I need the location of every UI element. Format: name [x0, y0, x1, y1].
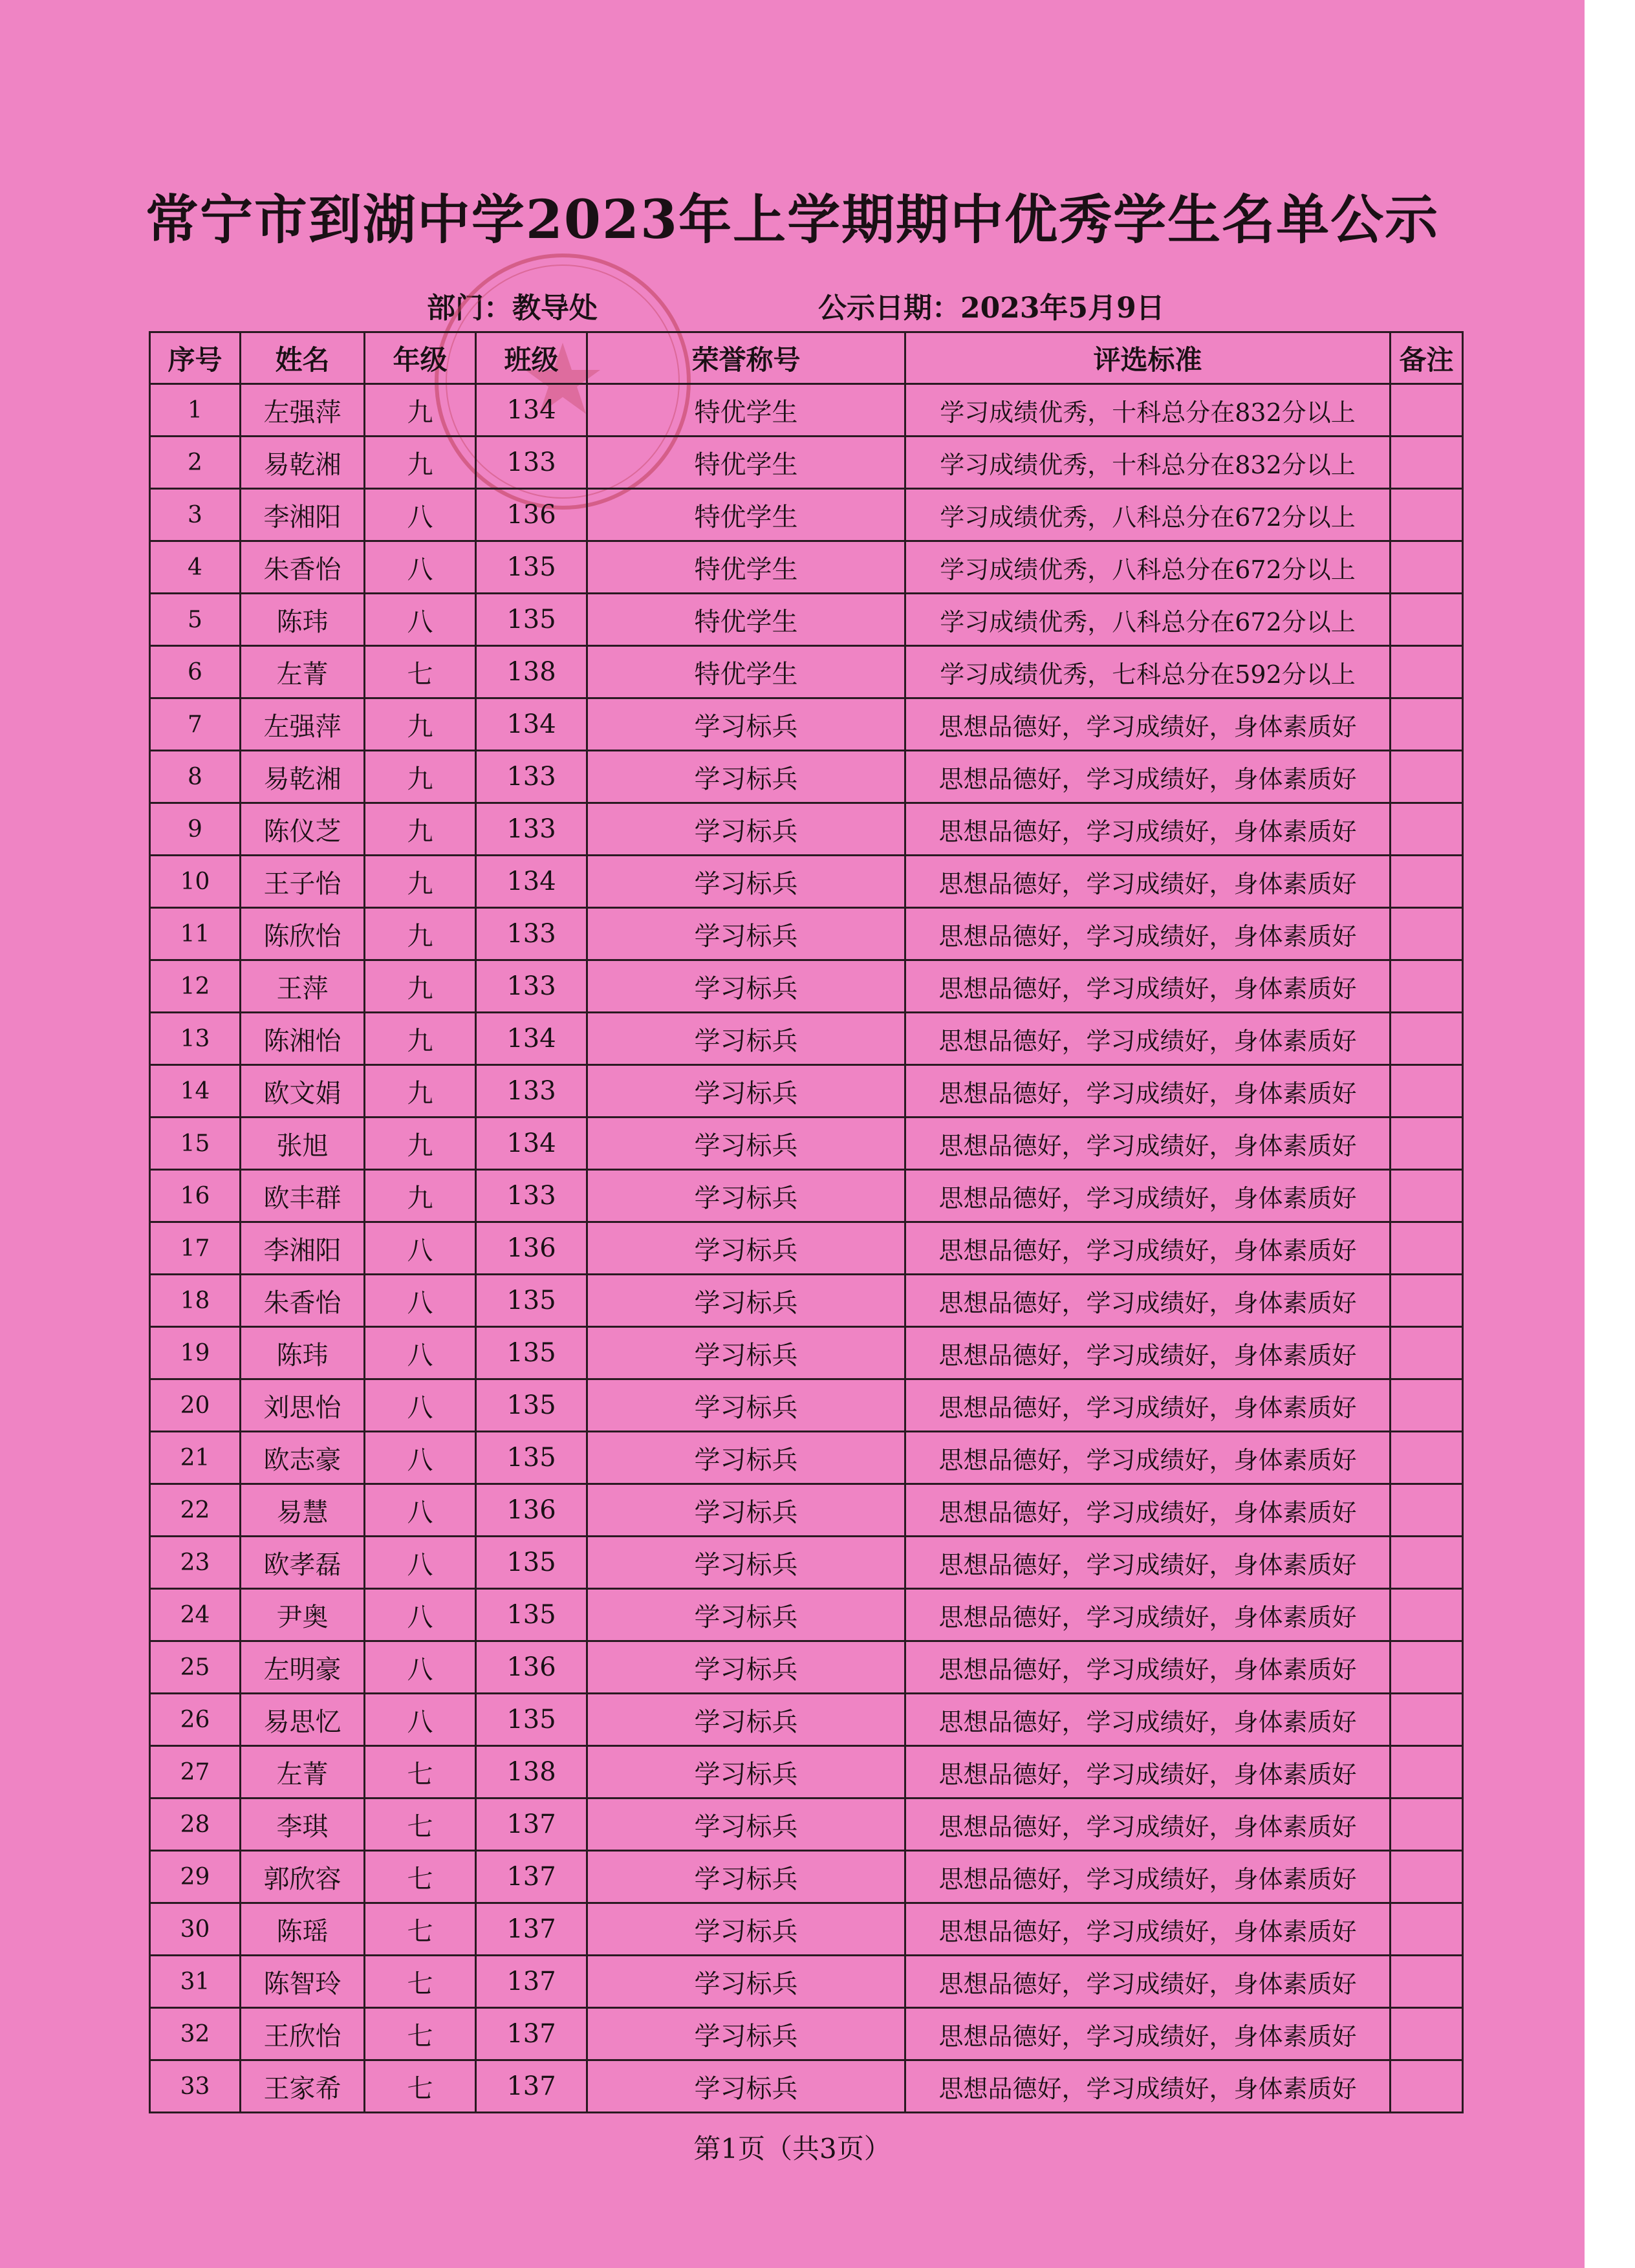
cell-name: 左强萍	[241, 384, 365, 437]
cell-grade: 八	[365, 1379, 476, 1432]
cell-class: 135	[476, 1537, 587, 1589]
cell-crit: 思想品德好，学习成绩好，身体素质好	[905, 1432, 1391, 1484]
meta-line	[0, 285, 1585, 323]
cell-name: 王萍	[241, 960, 365, 1013]
cell-name: 张旭	[241, 1118, 365, 1170]
cell-note	[1391, 541, 1463, 594]
column-header-crit: 评选标准	[905, 332, 1391, 384]
cell-note	[1391, 1275, 1463, 1327]
cell-grade: 八	[365, 1432, 476, 1484]
cell-crit: 思想品德好，学习成绩好，身体素质好	[905, 1537, 1391, 1589]
cell-crit: 思想品德好，学习成绩好，身体素质好	[905, 1694, 1391, 1746]
cell-name: 朱香怡	[241, 1275, 365, 1327]
table-row	[150, 1851, 1463, 1903]
cell-name: 左强萍	[241, 698, 365, 751]
cell-crit: 思想品德好，学习成绩好，身体素质好	[905, 2060, 1391, 2113]
cell-honor: 特优学生	[587, 489, 905, 541]
cell-name: 欧孝磊	[241, 1537, 365, 1589]
cell-note	[1391, 1013, 1463, 1065]
cell-name: 陈瑶	[241, 1903, 365, 1956]
cell-name: 易乾湘	[241, 751, 365, 803]
cell-honor: 学习标兵	[587, 1694, 905, 1746]
cell-class: 136	[476, 1641, 587, 1694]
publish-date: 公示日期：2023年5月9日	[818, 292, 1165, 325]
cell-name: 陈仪芝	[241, 803, 365, 856]
table-row	[150, 1118, 1463, 1170]
cell-seq: 14	[150, 1065, 241, 1118]
cell-seq: 9	[150, 803, 241, 856]
cell-crit: 思想品德好，学习成绩好，身体素质好	[905, 1798, 1391, 1851]
cell-note	[1391, 960, 1463, 1013]
cell-seq: 30	[150, 1903, 241, 1956]
cell-seq: 33	[150, 2060, 241, 2113]
cell-name: 易慧	[241, 1484, 365, 1537]
table-row	[150, 1275, 1463, 1327]
cell-crit: 学习成绩优秀，八科总分在672分以上	[905, 541, 1391, 594]
cell-honor: 学习标兵	[587, 960, 905, 1013]
cell-grade: 九	[365, 908, 476, 960]
cell-note	[1391, 803, 1463, 856]
cell-name: 郭欣容	[241, 1851, 365, 1903]
cell-class: 135	[476, 1589, 587, 1641]
cell-honor: 学习标兵	[587, 1851, 905, 1903]
cell-honor: 学习标兵	[587, 803, 905, 856]
column-header-honor: 荣誉称号	[587, 332, 905, 384]
cell-seq: 18	[150, 1275, 241, 1327]
cell-honor: 学习标兵	[587, 1379, 905, 1432]
cell-crit: 学习成绩优秀，八科总分在672分以上	[905, 594, 1391, 646]
cell-note	[1391, 1589, 1463, 1641]
cell-class: 135	[476, 541, 587, 594]
cell-seq: 29	[150, 1851, 241, 1903]
cell-note	[1391, 751, 1463, 803]
cell-crit: 学习成绩优秀，十科总分在832分以上	[905, 437, 1391, 489]
cell-seq: 32	[150, 2008, 241, 2060]
cell-note	[1391, 1379, 1463, 1432]
table-row	[150, 1956, 1463, 2008]
cell-crit: 思想品德好，学习成绩好，身体素质好	[905, 960, 1391, 1013]
cell-name: 李湘阳	[241, 1222, 365, 1275]
cell-name: 王家希	[241, 2060, 365, 2113]
cell-name: 陈玮	[241, 1327, 365, 1379]
cell-class: 134	[476, 856, 587, 908]
cell-seq: 17	[150, 1222, 241, 1275]
cell-note	[1391, 1956, 1463, 2008]
cell-crit: 思想品德好，学习成绩好，身体素质好	[905, 1589, 1391, 1641]
table-row	[150, 1484, 1463, 1537]
cell-grade: 八	[365, 489, 476, 541]
cell-honor: 学习标兵	[587, 1170, 905, 1222]
cell-class: 137	[476, 1903, 587, 1956]
cell-honor: 学习标兵	[587, 1956, 905, 2008]
cell-seq: 5	[150, 594, 241, 646]
cell-grade: 八	[365, 1275, 476, 1327]
cell-name: 左明豪	[241, 1641, 365, 1694]
cell-note	[1391, 856, 1463, 908]
cell-name: 陈玮	[241, 594, 365, 646]
cell-grade: 七	[365, 646, 476, 698]
cell-crit: 思想品德好，学习成绩好，身体素质好	[905, 2008, 1391, 2060]
cell-class: 134	[476, 698, 587, 751]
cell-name: 易乾湘	[241, 437, 365, 489]
cell-class: 137	[476, 2060, 587, 2113]
cell-note	[1391, 1537, 1463, 1589]
cell-seq: 21	[150, 1432, 241, 1484]
cell-honor: 学习标兵	[587, 2060, 905, 2113]
cell-note	[1391, 594, 1463, 646]
cell-seq: 28	[150, 1798, 241, 1851]
table-row	[150, 1903, 1463, 1956]
cell-crit: 思想品德好，学习成绩好，身体素质好	[905, 1903, 1391, 1956]
cell-crit: 思想品德好，学习成绩好，身体素质好	[905, 856, 1391, 908]
cell-class: 136	[476, 489, 587, 541]
cell-class: 135	[476, 1327, 587, 1379]
cell-crit: 思想品德好，学习成绩好，身体素质好	[905, 1746, 1391, 1798]
cell-honor: 学习标兵	[587, 2008, 905, 2060]
cell-seq: 31	[150, 1956, 241, 2008]
table-row	[150, 1746, 1463, 1798]
cell-seq: 16	[150, 1170, 241, 1222]
cell-crit: 思想品德好，学习成绩好，身体素质好	[905, 1327, 1391, 1379]
cell-name: 易思忆	[241, 1694, 365, 1746]
cell-class: 133	[476, 1170, 587, 1222]
cell-note	[1391, 646, 1463, 698]
cell-name: 欧文娟	[241, 1065, 365, 1118]
cell-grade: 八	[365, 1537, 476, 1589]
cell-seq: 25	[150, 1641, 241, 1694]
table-row	[150, 594, 1463, 646]
cell-seq: 12	[150, 960, 241, 1013]
cell-honor: 特优学生	[587, 541, 905, 594]
cell-grade: 九	[365, 1170, 476, 1222]
cell-note	[1391, 1327, 1463, 1379]
cell-note	[1391, 2060, 1463, 2113]
cell-class: 136	[476, 1484, 587, 1537]
table-row	[150, 437, 1463, 489]
cell-seq: 2	[150, 437, 241, 489]
cell-seq: 10	[150, 856, 241, 908]
cell-honor: 学习标兵	[587, 856, 905, 908]
table-row	[150, 960, 1463, 1013]
cell-class: 135	[476, 1432, 587, 1484]
cell-name: 王欣怡	[241, 2008, 365, 2060]
cell-name: 陈智玲	[241, 1956, 365, 2008]
table-row	[150, 2008, 1463, 2060]
cell-crit: 思想品德好，学习成绩好，身体素质好	[905, 803, 1391, 856]
cell-crit: 学习成绩优秀，七科总分在592分以上	[905, 646, 1391, 698]
cell-note	[1391, 2008, 1463, 2060]
cell-honor: 学习标兵	[587, 1641, 905, 1694]
cell-honor: 学习标兵	[587, 1537, 905, 1589]
cell-grade: 八	[365, 541, 476, 594]
cell-grade: 八	[365, 1589, 476, 1641]
cell-class: 133	[476, 803, 587, 856]
cell-class: 135	[476, 594, 587, 646]
cell-class: 138	[476, 646, 587, 698]
cell-seq: 3	[150, 489, 241, 541]
cell-grade: 八	[365, 594, 476, 646]
cell-honor: 特优学生	[587, 646, 905, 698]
cell-class: 133	[476, 437, 587, 489]
cell-honor: 学习标兵	[587, 1118, 905, 1170]
cell-honor: 学习标兵	[587, 1903, 905, 1956]
cell-note	[1391, 698, 1463, 751]
table-row	[150, 698, 1463, 751]
cell-honor: 学习标兵	[587, 1432, 905, 1484]
table-row	[150, 908, 1463, 960]
table-body	[150, 384, 1463, 2113]
cell-class: 134	[476, 384, 587, 437]
cell-class: 138	[476, 1746, 587, 1798]
cell-honor: 学习标兵	[587, 1327, 905, 1379]
cell-seq: 19	[150, 1327, 241, 1379]
cell-note	[1391, 384, 1463, 437]
cell-name: 左菁	[241, 1746, 365, 1798]
cell-note	[1391, 1641, 1463, 1694]
cell-crit: 学习成绩优秀，十科总分在832分以上	[905, 384, 1391, 437]
student-list-table	[149, 331, 1464, 2113]
cell-honor: 学习标兵	[587, 1798, 905, 1851]
cell-class: 133	[476, 751, 587, 803]
department-label: 部门：教导处	[427, 292, 598, 325]
cell-grade: 八	[365, 1327, 476, 1379]
cell-crit: 思想品德好，学习成绩好，身体素质好	[905, 1956, 1391, 2008]
cell-grade: 九	[365, 1013, 476, 1065]
cell-seq: 24	[150, 1589, 241, 1641]
table-header-row	[150, 332, 1463, 384]
cell-name: 李湘阳	[241, 489, 365, 541]
cell-seq: 20	[150, 1379, 241, 1432]
cell-name: 王子怡	[241, 856, 365, 908]
table-row	[150, 1589, 1463, 1641]
cell-grade: 九	[365, 384, 476, 437]
table-row	[150, 1798, 1463, 1851]
cell-grade: 七	[365, 2008, 476, 2060]
cell-crit: 思想品德好，学习成绩好，身体素质好	[905, 1379, 1391, 1432]
cell-note	[1391, 489, 1463, 541]
cell-note	[1391, 1484, 1463, 1537]
cell-crit: 思想品德好，学习成绩好，身体素质好	[905, 1170, 1391, 1222]
cell-name: 欧丰群	[241, 1170, 365, 1222]
cell-seq: 4	[150, 541, 241, 594]
cell-note	[1391, 1432, 1463, 1484]
cell-note	[1391, 1222, 1463, 1275]
cell-note	[1391, 1170, 1463, 1222]
table-row	[150, 541, 1463, 594]
cell-grade: 九	[365, 803, 476, 856]
cell-class: 137	[476, 1956, 587, 2008]
cell-name: 左菁	[241, 646, 365, 698]
cell-note	[1391, 1694, 1463, 1746]
cell-honor: 学习标兵	[587, 1589, 905, 1641]
cell-grade: 九	[365, 960, 476, 1013]
cell-grade: 七	[365, 1851, 476, 1903]
cell-grade: 七	[365, 1798, 476, 1851]
table-row	[150, 489, 1463, 541]
cell-class: 135	[476, 1275, 587, 1327]
cell-note	[1391, 908, 1463, 960]
cell-seq: 22	[150, 1484, 241, 1537]
cell-note	[1391, 1851, 1463, 1903]
table-row	[150, 2060, 1463, 2113]
cell-honor: 学习标兵	[587, 908, 905, 960]
cell-crit: 思想品德好，学习成绩好，身体素质好	[905, 1275, 1391, 1327]
table-row	[150, 1170, 1463, 1222]
cell-seq: 8	[150, 751, 241, 803]
cell-name: 陈欣怡	[241, 908, 365, 960]
page-footer: 第1页（共3页）	[693, 2133, 891, 2165]
cell-class: 135	[476, 1694, 587, 1746]
cell-crit: 思想品德好，学习成绩好，身体素质好	[905, 1484, 1391, 1537]
cell-class: 133	[476, 908, 587, 960]
cell-crit: 学习成绩优秀，八科总分在672分以上	[905, 489, 1391, 541]
cell-seq: 26	[150, 1694, 241, 1746]
cell-name: 陈湘怡	[241, 1013, 365, 1065]
cell-crit: 思想品德好，学习成绩好，身体素质好	[905, 1013, 1391, 1065]
table-row	[150, 384, 1463, 437]
cell-grade: 九	[365, 437, 476, 489]
cell-seq: 6	[150, 646, 241, 698]
cell-seq: 1	[150, 384, 241, 437]
cell-grade: 八	[365, 1222, 476, 1275]
cell-grade: 八	[365, 1641, 476, 1694]
cell-honor: 学习标兵	[587, 698, 905, 751]
cell-seq: 27	[150, 1746, 241, 1798]
cell-note	[1391, 1065, 1463, 1118]
table-row	[150, 1694, 1463, 1746]
cell-class: 137	[476, 1851, 587, 1903]
cell-class: 133	[476, 1065, 587, 1118]
cell-name: 李琪	[241, 1798, 365, 1851]
cell-class: 135	[476, 1379, 587, 1432]
cell-honor: 学习标兵	[587, 1222, 905, 1275]
cell-honor: 特优学生	[587, 384, 905, 437]
cell-grade: 九	[365, 751, 476, 803]
cell-crit: 思想品德好，学习成绩好，身体素质好	[905, 1222, 1391, 1275]
table-row	[150, 1327, 1463, 1379]
column-header-seq: 序号	[150, 332, 241, 384]
cell-grade: 九	[365, 856, 476, 908]
table-row	[150, 1013, 1463, 1065]
cell-class: 136	[476, 1222, 587, 1275]
cell-name: 朱香怡	[241, 541, 365, 594]
cell-honor: 学习标兵	[587, 751, 905, 803]
column-header-note: 备注	[1391, 332, 1463, 384]
cell-seq: 7	[150, 698, 241, 751]
cell-grade: 九	[365, 1118, 476, 1170]
table-row	[150, 646, 1463, 698]
cell-class: 137	[476, 1798, 587, 1851]
cell-grade: 八	[365, 1484, 476, 1537]
cell-honor: 学习标兵	[587, 1013, 905, 1065]
cell-class: 134	[476, 1013, 587, 1065]
cell-crit: 思想品德好，学习成绩好，身体素质好	[905, 908, 1391, 960]
table-row	[150, 856, 1463, 908]
cell-grade: 七	[365, 1956, 476, 2008]
cell-class: 137	[476, 2008, 587, 2060]
table-row	[150, 803, 1463, 856]
table-row	[150, 1065, 1463, 1118]
cell-grade: 七	[365, 1746, 476, 1798]
cell-grade: 八	[365, 1694, 476, 1746]
cell-grade: 九	[365, 698, 476, 751]
column-header-grade: 年级	[365, 332, 476, 384]
table-row	[150, 1222, 1463, 1275]
table-row	[150, 751, 1463, 803]
cell-seq: 13	[150, 1013, 241, 1065]
column-header-name: 姓名	[241, 332, 365, 384]
cell-honor: 学习标兵	[587, 1484, 905, 1537]
table-row	[150, 1641, 1463, 1694]
cell-name: 尹奥	[241, 1589, 365, 1641]
cell-note	[1391, 1746, 1463, 1798]
table-row	[150, 1379, 1463, 1432]
cell-honor: 学习标兵	[587, 1275, 905, 1327]
cell-grade: 七	[365, 2060, 476, 2113]
cell-crit: 思想品德好，学习成绩好，身体素质好	[905, 1065, 1391, 1118]
cell-seq: 23	[150, 1537, 241, 1589]
cell-name: 欧志豪	[241, 1432, 365, 1484]
cell-note	[1391, 1118, 1463, 1170]
cell-crit: 思想品德好，学习成绩好，身体素质好	[905, 751, 1391, 803]
cell-note	[1391, 1798, 1463, 1851]
cell-crit: 思想品德好，学习成绩好，身体素质好	[905, 1118, 1391, 1170]
table-row	[150, 1537, 1463, 1589]
cell-grade: 九	[365, 1065, 476, 1118]
cell-honor: 特优学生	[587, 437, 905, 489]
cell-honor: 特优学生	[587, 594, 905, 646]
cell-note	[1391, 1903, 1463, 1956]
cell-crit: 思想品德好，学习成绩好，身体素质好	[905, 1851, 1391, 1903]
cell-honor: 学习标兵	[587, 1746, 905, 1798]
cell-honor: 学习标兵	[587, 1065, 905, 1118]
cell-name: 刘思怡	[241, 1379, 365, 1432]
cell-seq: 11	[150, 908, 241, 960]
cell-crit: 思想品德好，学习成绩好，身体素质好	[905, 1641, 1391, 1694]
cell-grade: 七	[365, 1903, 476, 1956]
cell-note	[1391, 437, 1463, 489]
cell-class: 134	[476, 1118, 587, 1170]
column-header-class: 班级	[476, 332, 587, 384]
cell-seq: 15	[150, 1118, 241, 1170]
cell-crit: 思想品德好，学习成绩好，身体素质好	[905, 698, 1391, 751]
cell-class: 133	[476, 960, 587, 1013]
page-title: 常宁市到湖中学2023年上学期期中优秀学生名单公示	[145, 189, 1440, 251]
table-row	[150, 1432, 1463, 1484]
